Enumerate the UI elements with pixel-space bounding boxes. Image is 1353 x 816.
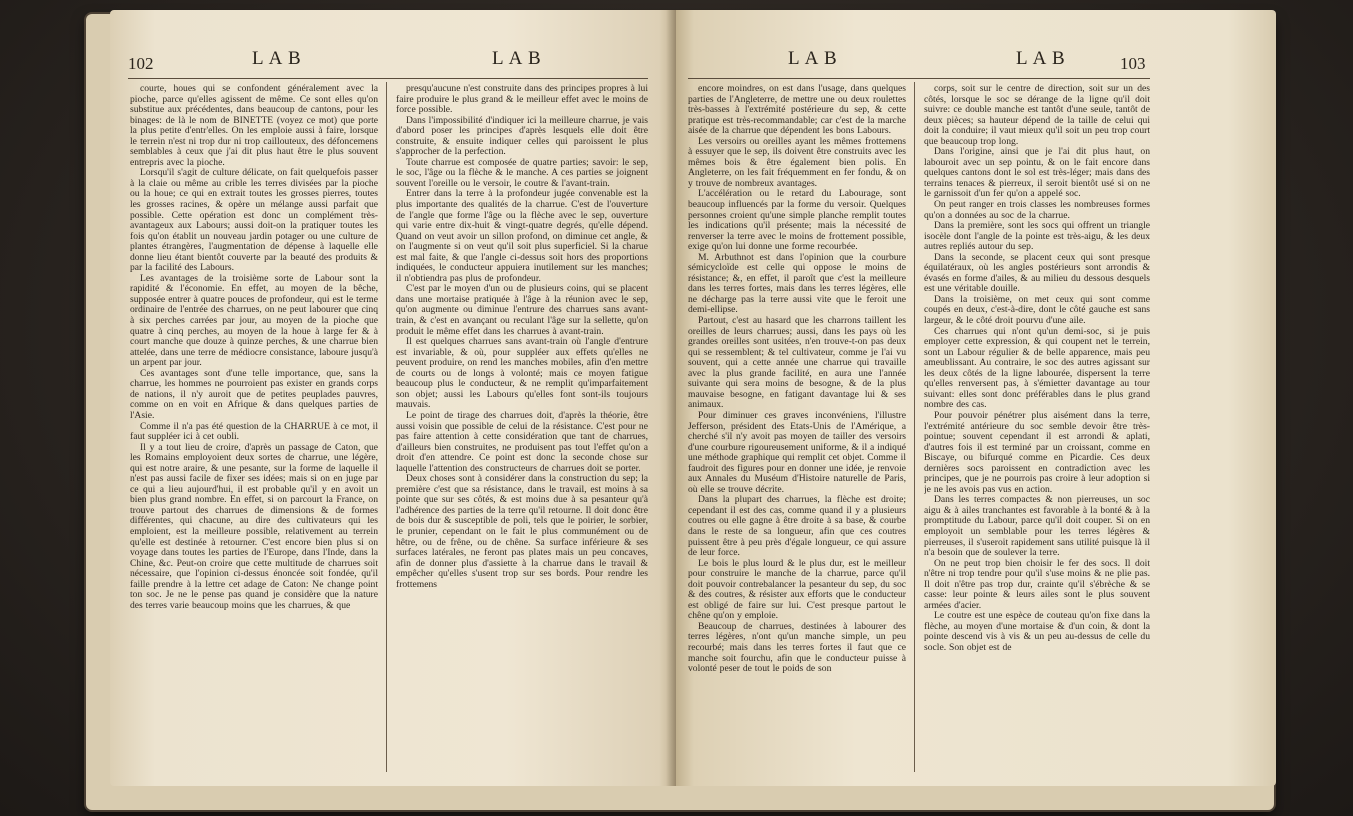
paragraph: Beaucoup de charrues, destinées à labourer des terres légères, n'ont qu'un manche simple, un peu recourbé; mais dans les terres fortes il faut que ce manche soit fourchu, afin que le conducteur puisse à volonté peser de tout le poids de son <box>688 620 906 675</box>
paragraph: Dans la première, sont les socs qui offrent un triangle isocèle dont l'angle de la pointe est très-aigu, & les deux autres repliés autour du sep. <box>924 220 1150 253</box>
paragraph: Le point de tirage des charrues doit, d'après la théorie, être aussi voisin que possible de celui de la résistance. C'est pour ne pas faire attention à cette considération que tant de charrues, d'ailleurs bien construites, ne produisent pas tout l'effet qu'on a droit d'en attendre. Ce point est donc la seconde chose sur laquelle l'attention des constructeurs de charrues doit se porter. <box>396 409 648 474</box>
paragraph: On ne peut trop bien choisir le fer des socs. Il doit n'être ni trop tendre pour qu'il s'use moins & ne plie pas. Il doit n'être pas trop dur, crainte qu'il s'ébrèche & se casse: leur pointe & leurs ailes sont le plus souvent armées d'acier. <box>924 557 1150 611</box>
page-number-right: 103 <box>1120 54 1146 73</box>
paragraph: Dans la seconde, se placent ceux qui sont presque équilatéraux, où les angles postérieurs sont arrondis & évasés en forme d'ailes, & au milieu du dessous desquels est une véritable douille. <box>924 251 1150 295</box>
paragraph: Dans l'impossibilité d'indiquer ici la meilleure charrue, je vais d'abord poser les principes d'après lesquels elle doit être construite, & ensuite indiquer celles qui paroissent le plus s'approcher de la perfection. <box>396 114 648 158</box>
paragraph: Ces charrues qui n'ont qu'un demi-soc, si je puis employer cette expression, & qui coupent net le terrein, sont un Labour régulier & de belle apparence, mais peu ameublissant. Au contraire, le soc des autres agissant sur les deux côtés de la ligne labourée, dispersent la terre qu'elles renversent pas, à s'émietter davantage au tour suivant: elles sont donc préférables dans le plus grand nombre des cas. <box>924 325 1150 411</box>
header-rule-right <box>688 78 1150 79</box>
paragraph: Pour diminuer ces graves inconvéniens, l'illustre Jefferson, président des Etats-Unis de l'Amérique, a cherché s'il n'y avoit pas moyen de tailler des versoirs d'une courbure rigoureusement uniforme, & il a indiqué une méthode graphique qui remplit cet objet. Comme il faudroit des figures pour en donner une idée, je renvoie aux Annales du Muséum d'Histoire naturelle de Paris, où elle se trouve décrite. <box>688 409 906 495</box>
column-divider-right <box>914 82 915 772</box>
page-number-left: 102 <box>128 54 154 73</box>
paragraph: L'accélération ou le retard du Labourage, sont beaucoup influencés par la forme du versoir. Quelques personnes croient qu'une simple planche remplit toutes les indications qu'il présente; mais la nécessité de renverser la terre avec le moins de frottement possible, exige qu'on lui donne une forme recourbée. <box>688 188 906 253</box>
paragraph: Partout, c'est au hasard que les charrons taillent les oreilles de leurs charrues; aussi, dans les pays où les grandes oreilles sont usitées, n'en trouve-t-on pas deux qui se ressemblent; & tel cultivateur, comme je l'ai vu souvent, qui a cette année une charrue qui travaille avec la plus grande facilité, en aura une l'année suivante qui sera moins de besogne, & de la plus mauvaise besogne, en fatigant davantage lui & ses animaux. <box>688 315 906 411</box>
paragraph: Dans les terres compactes & non pierreuses, un soc aigu & à ailes tranchantes est favorable à la bonté & à la promptitude du Labour, parce qu'il doit couper. Si on en employoit un semblable pour les terres légères & pierreuses, il s'useroit rapidement sans utilité puisque là il n'a besoin que de soulever la terre. <box>924 494 1150 559</box>
paragraph: Lorsqu'il s'agit de culture délicate, on fait quelquefois passer à la claie ou même au crible les terres divisées par la pioche ou la houe; ce qui en extrait toutes les grosses pierres, toutes les grosses racines, & opère un mélange aussi parfait que possible. Cette opération est donc un complément très-avantageux aux Labours; aussi doit-on la pratiquer toutes les fois qu'on établit un nouveau jardin potager ou une culture de plantes étrangères, l'augmentation de dépense à laquelle elle donne lieu étant bientôt couverte par la beauté des produits & par la facilité des Labours. <box>130 167 378 274</box>
paragraph: corps, soit sur le centre de direction, soit sur un des côtés, lorsque le soc se dérange de la ligne qu'il doit suivre: ce double manche est tantôt d'une seule, tantôt de deux pièces; sa hauteur dépend de la taille de celui qui doit la conduire; il vaut mieux qu'il soit un peu trop court que beaucoup trop long. <box>924 84 1150 147</box>
paragraph: courte, houes qui se confondent généralement avec la pioche, parce qu'elles agissent de même. Ce sont elles qu'on substitue aux précédentes, dans beaucoup de cantons, pour les binages: de là le nom de BINETTE (voyez ce mot) que porte la plus petite d'entr'elles. On les emploie aussi à faire, lorsque le terrein n'est ni trop dur ni trop caillouteux, des défoncemens semblables à ceux que j'ai dit plus haut être le plus souvent entrepris avec la pioche. <box>130 84 378 168</box>
paragraph: Il y a tout lieu de croire, d'après un passage de Caton, que les Romains employoient deux sortes de charrue, une légère, qui est notre araire, & une pesante, sur la forme de laquelle il n'est pas aussi facile de fixer ses idées; mais si on en juge par ce qui a lieu aujourd'hui, il est probable qu'il y en avoit un bien plus grand nombre. En effet, si on parcourt la France, on trouve partout des charrues de dimensions & de formes différentes, qui chacune, au dire des cultivateurs qui les emploient, est la meilleure possible, relativement au terrein qu'elle est destinée à retourner. C'est encore bien plus si on voyage dans toutes les parties de l'Europe, dans l'Inde, dans la Chine, &c. Peut-on croire que cette multitude de charrues soit nécessaire, que l'opinion ci-dessus énoncée soit fondée, qu'il faille prendre à la lettre cet adage de Caton: Ne change point ton soc. Je ne le pense pas quand je considère que la nature des terres varie beaucoup moins que les charrues, & que <box>130 441 378 611</box>
paragraph: Ces avantages sont d'une telle importance, que, sans la charrue, les hommes ne pourroient pas exister en grands corps de nations, il n'y auroit que de petites peuplades pauvres, comme on en voit en Afrique & dans quelques parties de l'Asie. <box>130 367 378 421</box>
left-page-column-1 <box>130 84 378 780</box>
paragraph: Pour pouvoir pénétrer plus aisément dans la terre, l'extrémité antérieure du soc semble devoir être très-pointue; souvent cependant il est arrondi & aplati, d'autres fois il est terminé par un croissant, comme en Biscaye, ou bifurqué comme en Picardie. Ces deux dernières socs paroissent en contradiction avec les principes, que je ne pourrois pas croire à leur adoption si je ne les avois pas vus en action. <box>924 409 1150 495</box>
paragraph: Dans la troisième, on met ceux qui sont comme coupés en deux, c'est-à-dire, dont le côté gauche est sans largeur, & le côté droit pourvu d'une aile. <box>924 293 1150 327</box>
running-head-right-col1: L A B <box>788 48 838 69</box>
paragraph: Le coutre est une espèce de couteau qu'on fixe dans la flèche, au moyen d'une mortaise & d'un coin, & dont la pointe descend vis à vis & un peu au-dessus de celle du socle. Son objet est de <box>924 610 1150 653</box>
paragraph: Comme il n'a pas été question de la CHARRUE à ce mot, il faut suppléer ici à cet oubli. <box>130 420 378 443</box>
paragraph: Deux choses sont à considérer dans la construction du sep; la première c'est que sa résistance, dans le travail, est moins à sa pointe que sur ses côtés, & est moins due à sa pesanteur qu'à l'adhérence des parties de la terre qu'il retourne. Il doit donc être de bois dur & susceptible de poli, tels que le poirier, le sorbier, le prunier, cependant on le fait le plus communément ou de hêtre, ou de frêne, ou de chêne. Sa surface inférieure & ses surfaces latérales, ne feront pas plates mais un peu concaves, afin de donner plus d'assiette à la charrue dans le travail & empêcher qu'elles s'usent trop sur ses bords. Pour rendre les frottemens <box>396 473 648 590</box>
paragraph: Toute charrue est composée de quatre parties; savoir: le sep, le soc, l'âge ou la flèche & le manche. A ces parties se joignent souvent l'oreille ou le versoir, le coutre & l'avant-train. <box>396 156 648 189</box>
left-page <box>110 10 676 786</box>
paragraph: Le bois le plus lourd & le plus dur, est le meilleur pour construire le manche de la charrue, parce qu'il doit pouvoir contrebalancer la pesanteur du sep, du soc & des coutres, & résister aux efforts que le conducteur est obligé de faire sur lui. C'est presque partout le chêne qu'on y emploie. <box>688 557 906 622</box>
header-rule-left <box>128 78 648 79</box>
paragraph: Il est quelques charrues sans avant-train où l'angle d'entrure est invariable, & où, pour suppléer aux effets qu'elles ne peuvent produire, on rend les manches mobiles, afin d'en mettre de courts ou de longs à volonté; mais ce moyen fatigue beaucoup plus le conducteur, & ne remplit qu'imparfaitement son objet; aussi les Labours qu'elles font sont-ils toujours mauvais. <box>396 336 648 411</box>
paragraph: encore moindres, on est dans l'usage, dans quelques parties de l'Angleterre, de mettre une ou deux roulettes très-basses à l'extrémité postérieure du sep, & cette pratique est très-recommandable; car c'est de la marche aisée de la charrue que dépendent les bons Labours. <box>688 84 906 137</box>
paragraph: Les avantages de la troisième sorte de Labour sont la rapidité & l'économie. En effet, au moyen de la bêche, supposée entrer à quatre pouces de profondeur, qui est le terme ordinaire de l'entrée des charrues, on ne peut labourer que cinq à six perches carrées par jour, au moyen de la pioche que quatre à cinq perches, au moyen de la houe à large fer & à court manche que douze à quinze perches, & une charrue bien attelée, dans une terre de médiocre consistance, laboure jusqu'à un arpent par jour. <box>130 272 378 369</box>
paragraph: presqu'aucune n'est construite dans des principes propres à lui faire produire le plus grand & le meilleur effet avec le moins de force possible. <box>396 84 648 116</box>
running-head-right-col2: L A B <box>1016 48 1066 69</box>
paragraph: Dans l'origine, ainsi que je l'ai dit plus haut, on labouroit avec un sep pointu, & on le fait encore dans quelques cantons dont le sol est très-léger; mais dans des terrains tenaces & pierreux, il seroit bientôt usé si on ne le garnissoit d'un fer qu'on a appelé soc. <box>924 146 1150 200</box>
paragraph: C'est par le moyen d'un ou de plusieurs coins, qui se placent dans une mortaise pratiquée à l'âge à la réunion avec le sep, qu'on augmente ou diminue l'entrure des charrues sans avant-train, & c'est en avançant ou reculant l'âge sur la sellette, qu'on produit le même effet dans les charrues à avant-train. <box>396 283 648 337</box>
right-page-column-1 <box>688 84 906 780</box>
right-page-column-2 <box>924 84 1150 780</box>
left-page-column-2 <box>396 84 648 780</box>
running-head-left-col1: L A B <box>252 48 302 69</box>
column-divider-left <box>386 82 387 772</box>
paragraph: Dans la plupart des charrues, la flèche est droite; cependant il est des cas, comme quand il y a plusieurs coutres ou elle gagne à être droite à sa base, & courbe dans le reste de sa longueur, afin que ces coutres puissent être à peu près d'égale longueur, ce qui assure de leur force. <box>688 494 906 559</box>
paragraph: Entrer dans la terre à la profondeur jugée convenable est la plus importante des qualités de la charrue. C'est de l'ouverture de l'angle que forme l'âge ou la flèche avec le sep, ouverture qui varie entre dix-huit & vingt-quatre degrés, qu'elle dépend. Quand on veut avoir un sillon profond, on diminue cet angle, & on l'augmente si on veut qu'il soit plus superficiel. Si la charue est mal faite, & que l'angle ci-dessus soit hors des proportions indiquées, le conducteur appuiera inutilement sur les manches; il n'obtiendra pas plus de profondeur. <box>396 188 648 284</box>
running-head-left-col2: L A B <box>492 48 542 69</box>
paragraph: M. Arbuthnot est dans l'opinion que la courbure sémicycloïde est celle qui oppose le moins de résistance; &, en effet, il paroît que c'est la meilleure dans les terres fortes, mais dans les terres légères, elle ne décharge pas la terre aussi vite que le feroit une demi-ellipse. <box>688 251 906 316</box>
paragraph: On peut ranger en trois classes les nombreuses formes qu'on a données au soc de la charrue. <box>924 199 1150 221</box>
right-page <box>676 10 1276 786</box>
paragraph: Les versoirs ou oreilles ayant les mêmes frottemens à essuyer que le sep, ils doivent être construits avec les mêmes bois & être également bien polis. En Angleterre, on les fait fréquemment en fer fondu, & on y trouve de nombreux avantages. <box>688 135 906 189</box>
